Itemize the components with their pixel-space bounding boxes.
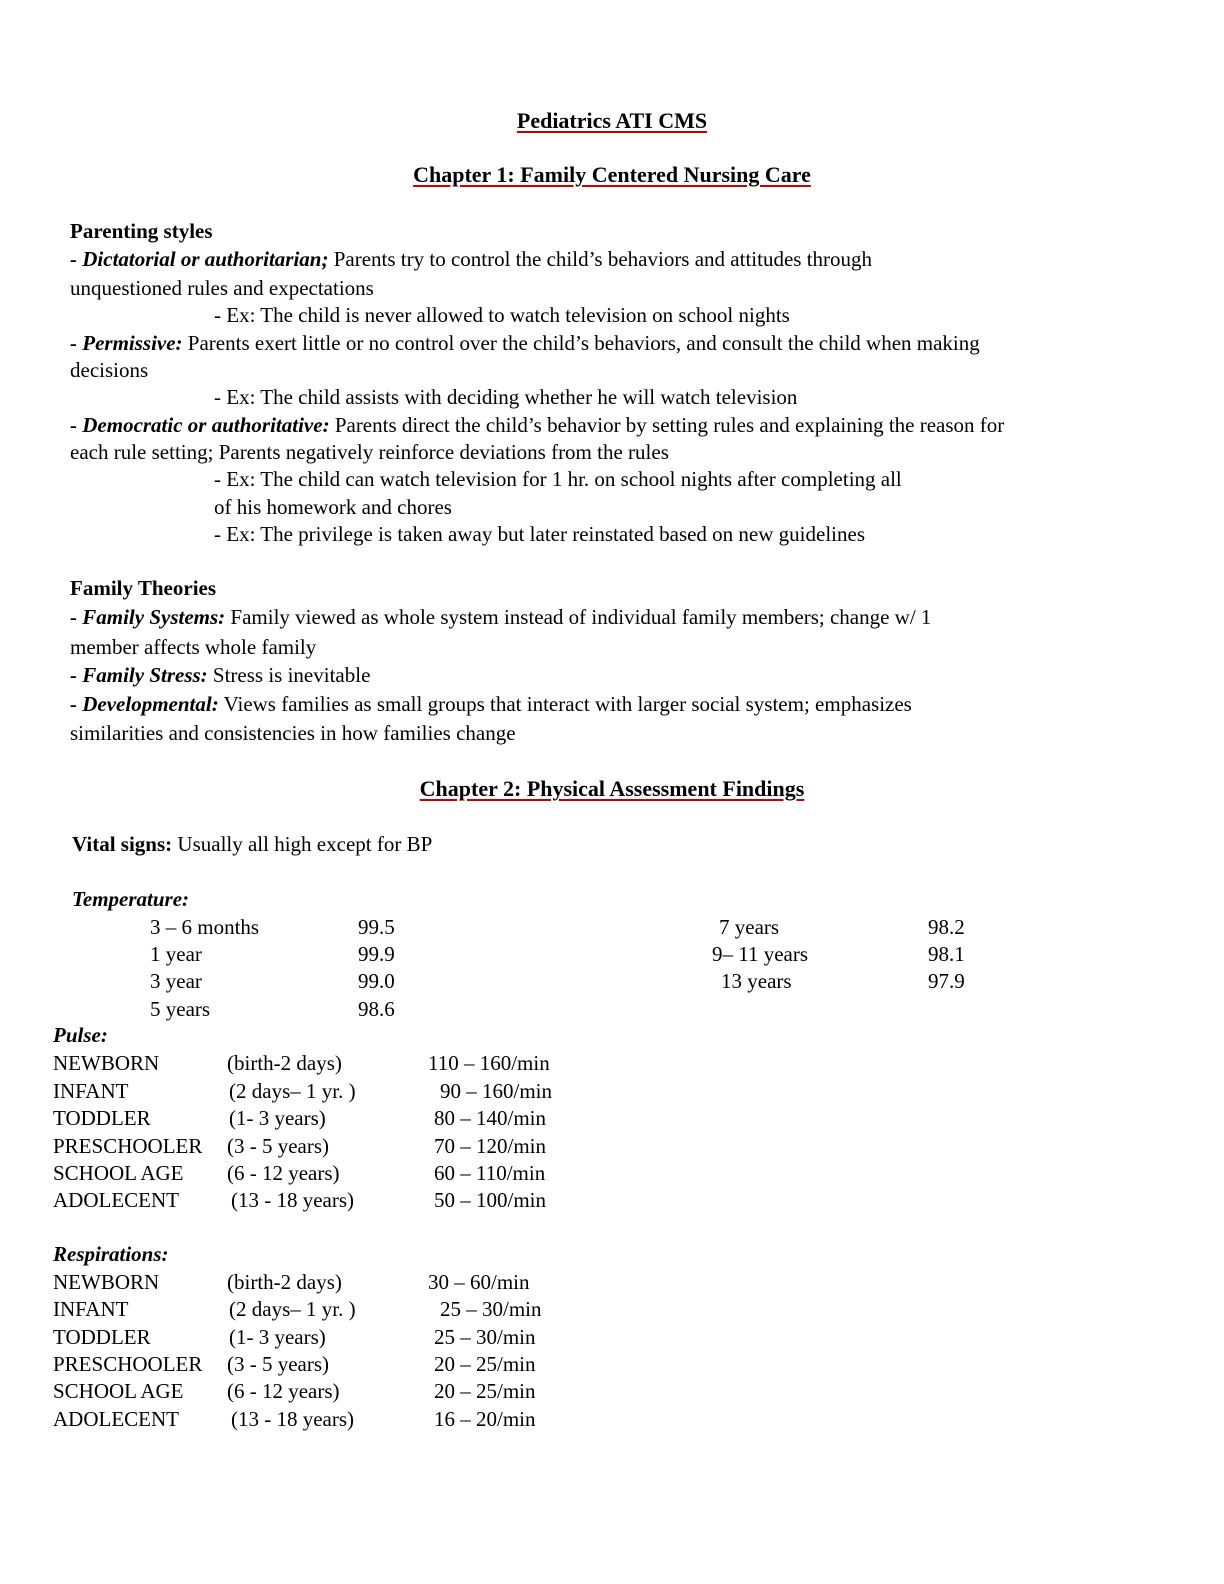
resp-range: (6 - 12 years) — [227, 1379, 340, 1403]
family-systems-cont: member affects whole family — [70, 635, 317, 659]
resp-range: (3 - 5 years) — [227, 1352, 330, 1376]
resp-stage: TODDLER — [53, 1325, 151, 1349]
family-stress-text: Stress is inevitable — [207, 663, 371, 687]
dictatorial-example: - Ex: The child is never allowed to watch television on school nights — [214, 303, 790, 327]
developmental-text: Views families as small groups that interact with larger social system; emphasizes — [218, 692, 912, 716]
temp-age: 7 years — [719, 915, 780, 939]
family-systems-text: Family viewed as whole system instead of individual family members; change w/ 1 — [225, 605, 932, 629]
resp-range: (13 - 18 years) — [231, 1407, 355, 1431]
vital-signs-text: Usually all high except for BP — [172, 832, 433, 856]
resp-rate: 30 – 60/min — [428, 1270, 530, 1294]
democratic-text: Parents direct the child’s behavior by setting rules and explaining the reason for — [329, 413, 1005, 437]
chapter-1-title: Chapter 1: Family Centered Nursing Care — [413, 162, 811, 187]
dictatorial-text: Parents try to control the child’s behaviors and attitudes through — [328, 247, 873, 271]
temperature-heading: Temperature: — [72, 887, 190, 911]
resp-rate: 25 – 30/min — [434, 1325, 536, 1349]
democratic-cont: each rule setting; Parents negatively reinforce deviations from the rules — [70, 440, 669, 464]
dictatorial-term: - Dictatorial or authoritarian; — [70, 247, 329, 271]
developmental-cont: similarities and consistencies in how families change — [70, 721, 516, 745]
vital-signs-label: Vital signs: — [72, 832, 173, 856]
developmental-line — [70, 694, 912, 715]
pulse-range: (6 - 12 years) — [227, 1161, 340, 1185]
family-stress-term: - Family Stress: — [70, 663, 208, 687]
permissive-line — [70, 333, 980, 354]
temp-age: 5 years — [150, 997, 211, 1021]
democratic-example-1-cont: of his homework and chores — [214, 495, 452, 519]
temp-value: 98.2 — [928, 915, 965, 939]
pulse-rate: 110 – 160/min — [428, 1051, 550, 1075]
parenting-styles-heading: Parenting styles — [70, 219, 213, 243]
family-systems-term: - Family Systems: — [70, 605, 226, 629]
pulse-stage: SCHOOL AGE — [53, 1161, 184, 1185]
pulse-range: (1- 3 years) — [229, 1106, 326, 1130]
temp-age: 1 year — [150, 942, 202, 966]
democratic-term: - Democratic or authoritative: — [70, 413, 330, 437]
pulse-stage: INFANT — [53, 1079, 129, 1103]
permissive-term: - Permissive: — [70, 331, 183, 355]
resp-range: (1- 3 years) — [229, 1325, 326, 1349]
document-title: Pediatrics ATI CMS — [516, 108, 708, 133]
temp-value: 99.0 — [358, 969, 395, 993]
pulse-range: (3 - 5 years) — [227, 1134, 330, 1158]
pulse-range: (2 days– 1 yr. ) — [229, 1079, 356, 1103]
resp-range: (2 days– 1 yr. ) — [229, 1297, 356, 1321]
family-stress-line — [70, 665, 370, 686]
pulse-range: (birth-2 days) — [227, 1051, 342, 1075]
pulse-rate: 50 – 100/min — [434, 1188, 547, 1212]
temp-value: 99.5 — [358, 915, 395, 939]
respirations-heading: Respirations: — [53, 1242, 169, 1266]
pulse-rate: 80 – 140/min — [434, 1106, 547, 1130]
temp-value: 98.6 — [358, 997, 395, 1021]
family-systems-line — [70, 607, 931, 628]
resp-stage: NEWBORN — [53, 1270, 160, 1294]
temp-age: 9– 11 years — [712, 942, 809, 966]
pulse-stage: TODDLER — [53, 1106, 151, 1130]
resp-stage: ADOLECENT — [53, 1407, 179, 1431]
temp-age: 3 – 6 months — [150, 915, 260, 939]
pulse-stage: ADOLECENT — [53, 1188, 179, 1212]
permissive-text: Parents exert little or no control over the child’s behaviors, and consult the child when making — [182, 331, 980, 355]
pulse-heading: Pulse: — [53, 1023, 108, 1047]
democratic-example-2: - Ex: The privilege is taken away but later reinstated based on new guidelines — [214, 522, 865, 546]
resp-stage: PRESCHOOLER — [53, 1352, 203, 1376]
temp-value: 99.9 — [358, 942, 395, 966]
pulse-stage: NEWBORN — [53, 1051, 160, 1075]
democratic-line — [70, 415, 1004, 436]
pulse-rate: 90 – 160/min — [440, 1079, 553, 1103]
resp-rate: 16 – 20/min — [434, 1407, 536, 1431]
temp-value: 98.1 — [928, 942, 965, 966]
vital-signs-line — [72, 834, 432, 855]
resp-rate: 20 – 25/min — [434, 1352, 536, 1376]
dictatorial-line — [70, 249, 872, 270]
resp-rate: 25 – 30/min — [440, 1297, 542, 1321]
resp-range: (birth-2 days) — [227, 1270, 342, 1294]
resp-rate: 20 – 25/min — [434, 1379, 536, 1403]
resp-stage: INFANT — [53, 1297, 129, 1321]
temp-value: 97.9 — [928, 969, 965, 993]
permissive-cont: decisions — [70, 358, 149, 382]
pulse-rate: 70 – 120/min — [434, 1134, 547, 1158]
resp-stage: SCHOOL AGE — [53, 1379, 184, 1403]
pulse-range: (13 - 18 years) — [231, 1188, 355, 1212]
temp-age: 3 year — [150, 969, 202, 993]
chapter-2-title: Chapter 2: Physical Assessment Findings — [419, 776, 805, 801]
temp-age: 13 years — [721, 969, 792, 993]
family-theories-heading: Family Theories — [70, 576, 217, 600]
developmental-term: - Developmental: — [70, 692, 219, 716]
dictatorial-cont: unquestioned rules and expectations — [70, 276, 374, 300]
democratic-example-1: - Ex: The child can watch television for 1 hr. on school nights after completing all — [214, 467, 902, 491]
permissive-example: - Ex: The child assists with deciding whether he will watch television — [214, 385, 798, 409]
pulse-stage: PRESCHOOLER — [53, 1134, 203, 1158]
pulse-rate: 60 – 110/min — [434, 1161, 546, 1185]
